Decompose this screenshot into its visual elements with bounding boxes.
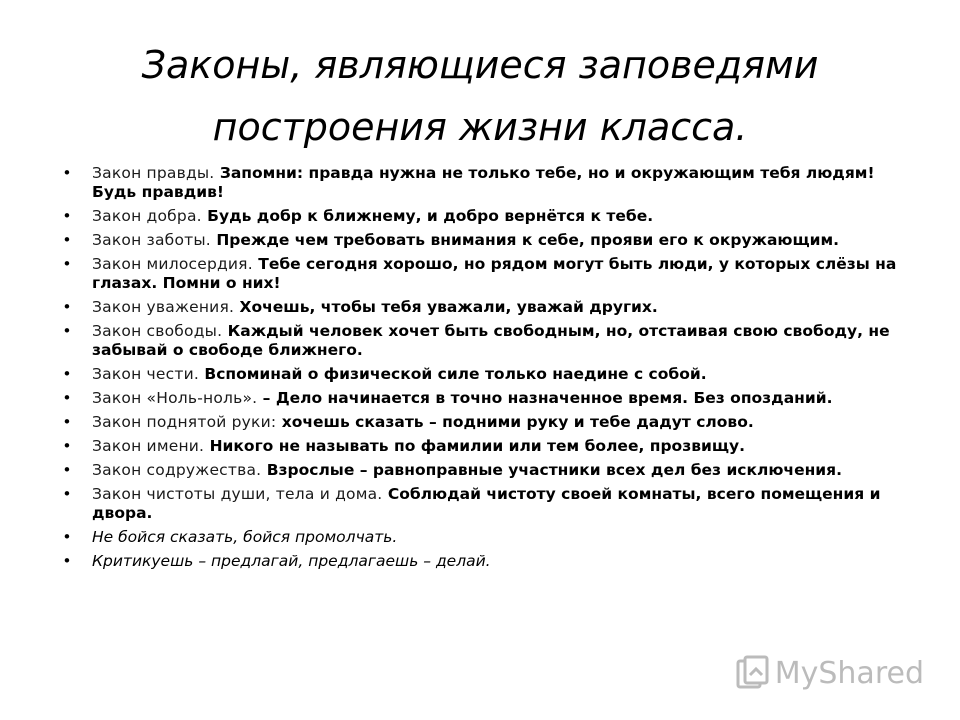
- list-item: [62, 389, 908, 408]
- law-text: – Дело начинается в точно назначенное время. Без опозданий.: [257, 389, 833, 407]
- law-name: Закон добра.: [92, 207, 202, 225]
- watermark-text: MyShared: [774, 655, 924, 691]
- laws-list: [62, 164, 908, 576]
- maxim-text: Не бойся сказать, бойся промолчать.: [92, 528, 398, 546]
- bullet-icon: •: [62, 389, 72, 407]
- list-item: [62, 461, 908, 480]
- myshared-logo-icon: [735, 655, 771, 691]
- law-name: Закон содружества.: [92, 461, 262, 479]
- bullet-icon: •: [62, 231, 72, 249]
- bullet-icon: •: [62, 437, 72, 455]
- law-name: Закон чести.: [92, 365, 199, 383]
- bullet-icon: •: [62, 322, 72, 340]
- law-text: Никого не называть по фамилии или тем более, прозвищу.: [204, 437, 745, 455]
- bullet-icon: •: [62, 552, 72, 570]
- law-name: Закон правды.: [92, 164, 215, 182]
- list-item: [62, 365, 908, 384]
- bullet-icon: •: [62, 298, 72, 316]
- bullet-icon: •: [62, 207, 72, 225]
- list-item: [62, 485, 908, 523]
- law-text: хочешь сказать – подними руку и тебе дадут слово.: [276, 413, 754, 431]
- law-text: Будь добр к ближнему, и добро вернётся к тебе.: [201, 207, 654, 225]
- law-text: Запомни: правда нужна не только тебе, но и окружающим тебя людям! Будь правдив!: [92, 164, 875, 201]
- law-text: Вспоминай о физической силе только наедине с собой.: [199, 365, 707, 383]
- law-text: Соблюдай чистоту своей комнаты, всего помещения и двора.: [92, 485, 881, 522]
- law-text: Каждый человек хочет быть свободным, но, отстаивая свою свободу, не забывай о свободе ближнего.: [92, 322, 890, 359]
- bullet-icon: •: [62, 164, 72, 182]
- bullet-icon: •: [62, 365, 72, 383]
- watermark: [735, 655, 924, 691]
- law-text: Прежде чем требовать внимания к себе, прояви его к окружающим.: [210, 231, 840, 249]
- law-name: Закон свободы.: [92, 322, 223, 340]
- list-item: [62, 437, 908, 456]
- maxim-text: Критикуешь – предлагай, предлагаешь – делай.: [92, 552, 491, 570]
- maxim-item: [62, 528, 908, 547]
- law-name: Закон заботы.: [92, 231, 211, 249]
- list-item: [62, 164, 908, 202]
- law-name: Закон чистоты души, тела и дома.: [92, 485, 383, 503]
- list-item: [62, 231, 908, 250]
- bullet-icon: •: [62, 528, 72, 546]
- bullet-icon: •: [62, 255, 72, 273]
- law-name: Закон милосердия.: [92, 255, 253, 273]
- law-text: Хочешь, чтобы тебя уважали, уважай других.: [234, 298, 658, 316]
- list-item: [62, 298, 908, 317]
- law-text: Взрослые – равноправные участники всех дел без исключения.: [261, 461, 842, 479]
- law-name: Закон уважения.: [92, 298, 235, 316]
- bullet-icon: •: [62, 413, 72, 431]
- maxim-item: [62, 552, 908, 571]
- list-item: [62, 207, 908, 226]
- law-name: Закон имени.: [92, 437, 205, 455]
- bullet-icon: •: [62, 461, 72, 479]
- law-name: Закон «Ноль-ноль».: [92, 389, 258, 407]
- law-name: Закон поднятой руки:: [92, 413, 277, 431]
- bullet-icon: •: [62, 485, 72, 503]
- list-item: [62, 413, 908, 432]
- list-item: [62, 322, 908, 360]
- law-text: Тебе сегодня хорошо, но рядом могут быть люди, у которых слёзы на глазах. Помни о них!: [92, 255, 897, 292]
- list-item: [62, 255, 908, 293]
- slide-title: Законы, являющиеся заповедями построения жизни класса.: [141, 43, 819, 149]
